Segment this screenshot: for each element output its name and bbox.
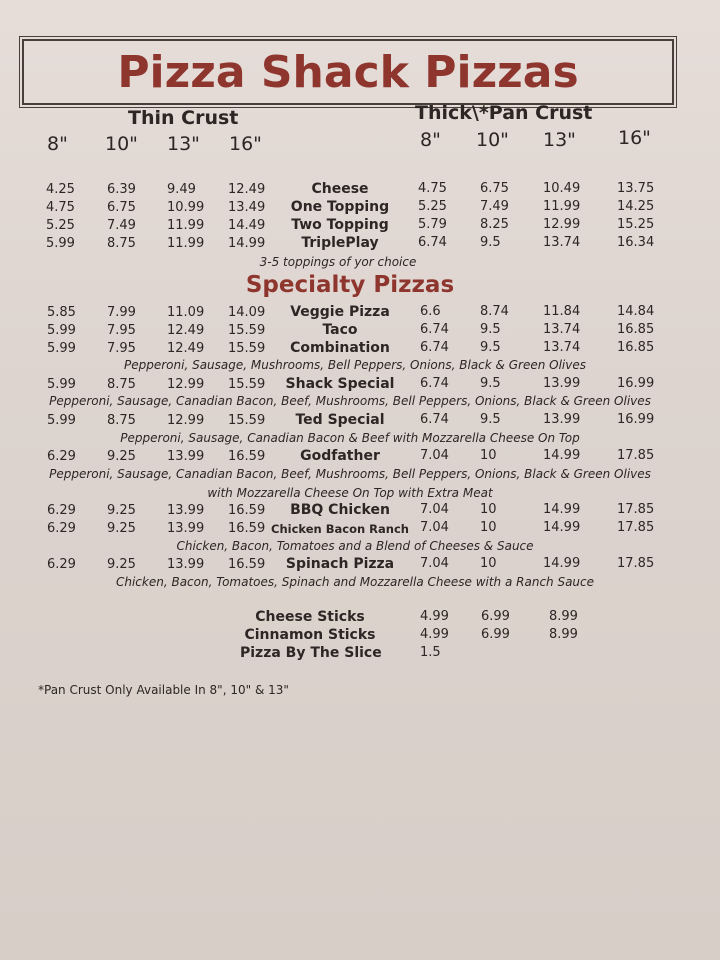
pan-price: 9.5 (480, 322, 501, 337)
pan-price: 16.34 (617, 235, 655, 250)
thin-price: 12.99 (167, 377, 205, 392)
pizza-name: BBQ Chicken (290, 502, 390, 518)
thin-price: 16.59 (228, 449, 266, 464)
thin-price: 8.75 (107, 413, 136, 428)
extra-item-name: Cheese Sticks (255, 609, 365, 625)
pan-price: 10 (480, 520, 497, 535)
thin-size-10: 10" (105, 133, 138, 155)
pan-size-16: 16" (618, 127, 651, 149)
pizza-name: Two Topping (291, 217, 389, 233)
pizza-name: Spinach Pizza (285, 556, 395, 572)
pizza-name: Ted Special (295, 412, 385, 428)
pan-price: 16.85 (617, 322, 655, 337)
extra-price: 8.99 (549, 609, 578, 624)
pan-price: 7.04 (420, 520, 449, 535)
thin-price: 7.95 (107, 323, 136, 338)
thin-price: 14.09 (228, 305, 266, 320)
pan-price: 14.99 (543, 502, 581, 517)
pan-price: 7.49 (480, 199, 509, 214)
pan-price: 10 (480, 502, 497, 517)
triple-play-note: 3-5 toppings of yor choice (259, 255, 417, 269)
pan-price: 6.6 (420, 304, 441, 319)
pan-price: 16.99 (617, 412, 655, 427)
pan-price: 6.74 (420, 376, 449, 391)
thin-price: 7.99 (107, 305, 136, 320)
pan-price: 6.74 (420, 322, 449, 337)
pan-price: 13.99 (543, 412, 581, 427)
extra-price: 4.99 (420, 627, 449, 642)
thin-price: 15.59 (228, 341, 266, 356)
thin-price: 9.25 (107, 557, 136, 572)
pan-price: 11.84 (543, 304, 581, 319)
thin-price: 9.49 (167, 182, 196, 197)
thin-price: 12.49 (228, 182, 266, 197)
thin-price: 5.99 (47, 341, 76, 356)
pan-price: 13.99 (543, 376, 581, 391)
thin-crust-heading: Thin Crust (128, 107, 239, 129)
pan-price: 7.04 (420, 448, 449, 463)
pizza-name: Godfather (300, 448, 380, 464)
pan-price: 6.75 (480, 181, 509, 196)
spinach-description: Chicken, Bacon, Tomatoes, Spinach and Mozzarella Cheese with a Ranch Sauce (115, 575, 595, 589)
pan-price: 15.25 (617, 217, 655, 232)
pan-price: 13.74 (543, 235, 581, 250)
pan-price: 16.99 (617, 376, 655, 391)
thin-price: 16.59 (228, 557, 266, 572)
godfather-description-line1: Pepperoni, Sausage, Canadian Bacon, Beef, Mushrooms, Bell Peppers, Onions, Black & Green Olives (49, 467, 651, 481)
pan-size-8: 8" (420, 129, 441, 151)
pan-price: 9.5 (480, 376, 501, 391)
thin-price: 15.59 (228, 413, 266, 428)
pan-price: 17.85 (617, 448, 655, 463)
thin-price: 5.99 (47, 413, 76, 428)
thin-price: 8.75 (107, 236, 136, 251)
pizza-name: Taco (322, 322, 358, 338)
pan-price: 9.5 (480, 412, 501, 427)
thin-price: 6.29 (47, 449, 76, 464)
title-banner (22, 39, 674, 105)
thin-price: 6.29 (47, 521, 76, 536)
shack-special-description: Pepperoni, Sausage, Canadian Bacon, Beef, Mushrooms, Bell Peppers, Onions, Black & Green Olives (49, 394, 651, 408)
thin-price: 15.59 (228, 377, 266, 392)
thin-price: 7.49 (107, 218, 136, 233)
thin-price: 4.75 (46, 200, 75, 215)
pan-price: 14.99 (543, 520, 581, 535)
pan-price: 14.84 (617, 304, 655, 319)
thin-price: 12.99 (167, 413, 205, 428)
pizza-name: Cheese (311, 181, 369, 197)
thin-size-16: 16" (229, 133, 262, 155)
thin-price: 5.99 (46, 236, 75, 251)
thin-price: 5.85 (47, 305, 76, 320)
pizza-name: Chicken Bacon Ranch (271, 522, 409, 536)
thin-size-13: 13" (167, 133, 200, 155)
pan-price: 5.25 (418, 199, 447, 214)
thin-price: 6.75 (107, 200, 136, 215)
extra-price: 8.99 (549, 627, 578, 642)
pan-price: 4.75 (418, 181, 447, 196)
thin-price: 13.49 (228, 200, 266, 215)
pizza-name: TriplePlay (301, 235, 379, 251)
pan-price: 13.74 (543, 340, 581, 355)
ted-special-description: Pepperoni, Sausage, Canadian Bacon & Beef with Mozzarella Cheese On Top (120, 431, 580, 445)
thin-price: 14.99 (228, 236, 266, 251)
thin-price: 4.25 (46, 182, 75, 197)
pan-price: 9.5 (480, 340, 501, 355)
thin-price: 11.99 (167, 218, 205, 233)
thin-price: 8.75 (107, 377, 136, 392)
pan-crust-heading: Thick\*Pan Crust (415, 102, 593, 124)
pan-price: 14.99 (543, 448, 581, 463)
thin-price: 14.49 (228, 218, 266, 233)
pan-price: 10.49 (543, 181, 581, 196)
pizza-name: Shack Special (285, 376, 395, 392)
pan-price: 11.99 (543, 199, 581, 214)
extra-item-name: Cinnamon Sticks (244, 627, 376, 643)
pan-price: 8.74 (480, 304, 509, 319)
specialty-heading: Specialty Pizzas (245, 272, 455, 298)
thin-price: 7.95 (107, 341, 136, 356)
thin-price: 16.59 (228, 521, 266, 536)
pan-price: 12.99 (543, 217, 581, 232)
pan-price: 6.74 (420, 340, 449, 355)
extra-price: 6.99 (481, 609, 510, 624)
thin-price: 9.25 (107, 503, 136, 518)
thin-price: 12.49 (167, 341, 205, 356)
thin-price: 13.99 (167, 521, 205, 536)
thin-price: 5.25 (46, 218, 75, 233)
thin-price: 13.99 (167, 503, 205, 518)
extra-price: 1.5 (420, 645, 441, 660)
thin-price: 13.99 (167, 557, 205, 572)
pan-price: 13.75 (617, 181, 655, 196)
pizza-name: Veggie Pizza (290, 304, 390, 320)
pan-price: 17.85 (617, 502, 655, 517)
pan-price: 9.5 (480, 235, 501, 250)
pan-price: 8.25 (480, 217, 509, 232)
thin-price: 12.49 (167, 323, 205, 338)
thin-price: 16.59 (228, 503, 266, 518)
thin-price: 13.99 (167, 449, 205, 464)
footnote: *Pan Crust Only Available In 8", 10" & 13" (38, 683, 289, 697)
godfather-description-line2: with Mozzarella Cheese On Top with Extra Meat (207, 486, 493, 500)
menu-title: Pizza Shack Pizzas (117, 47, 579, 98)
thin-size-8: 8" (47, 133, 68, 155)
thin-price: 6.39 (107, 182, 136, 197)
pan-price: 7.04 (420, 502, 449, 517)
pan-price: 5.79 (418, 217, 447, 232)
thin-price: 9.25 (107, 449, 136, 464)
pan-price: 10 (480, 556, 497, 571)
thin-price: 15.59 (228, 323, 266, 338)
thin-price: 6.29 (47, 557, 76, 572)
pan-price: 14.99 (543, 556, 581, 571)
thin-price: 5.99 (47, 323, 76, 338)
pan-price: 6.74 (420, 412, 449, 427)
chicken-bacon-ranch-description: Chicken, Bacon, Tomatoes and a Blend of Cheeses & Sauce (176, 539, 534, 553)
pizza-name: Combination (290, 340, 390, 356)
pan-price: 13.74 (543, 322, 581, 337)
thin-price: 5.99 (47, 377, 76, 392)
pan-price: 14.25 (617, 199, 655, 214)
thin-price: 9.25 (107, 521, 136, 536)
thin-price: 10.99 (167, 200, 205, 215)
pan-price: 10 (480, 448, 497, 463)
extra-price: 4.99 (420, 609, 449, 624)
extra-price: 6.99 (481, 627, 510, 642)
combination-description: Pepperoni, Sausage, Mushrooms, Bell Peppers, Onions, Black & Green Olives (124, 358, 586, 372)
thin-price: 11.09 (167, 305, 205, 320)
thin-price: 11.99 (167, 236, 205, 251)
pan-price: 16.85 (617, 340, 655, 355)
extra-item-name: Pizza By The Slice (240, 645, 382, 661)
pan-price: 7.04 (420, 556, 449, 571)
pan-size-13: 13" (543, 129, 576, 151)
pan-price: 17.85 (617, 556, 655, 571)
pan-size-10: 10" (476, 129, 509, 151)
pan-price: 6.74 (418, 235, 447, 250)
thin-price: 6.29 (47, 503, 76, 518)
pan-price: 17.85 (617, 520, 655, 535)
pizza-name: One Topping (290, 199, 390, 215)
